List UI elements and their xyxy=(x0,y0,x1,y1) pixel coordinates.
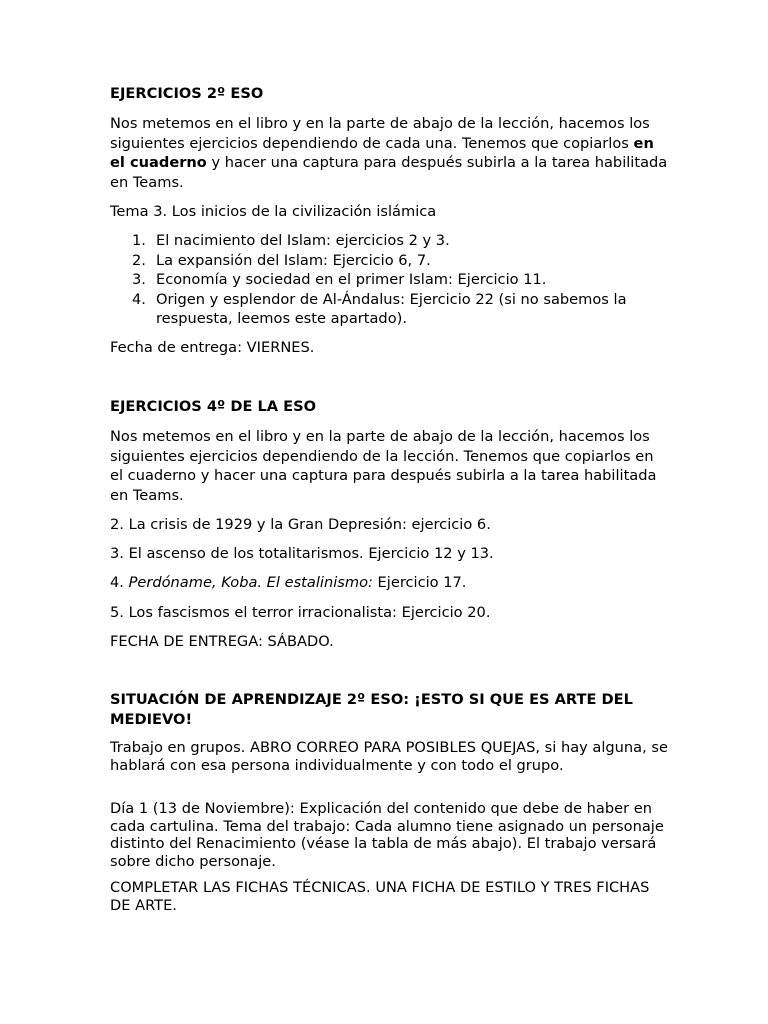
list-item-number: 4. xyxy=(132,290,146,308)
section-4eso-item-3: 3. El ascenso de los totalitarismos. Ejercicio 12 y 13. xyxy=(110,545,494,562)
section-situacion-paragraph-2: Día 1 (13 de Noviembre): Explicación del contenido que debe de haber en cada cartulina. Tema del trabajo: Cada alumno tiene asignado un personaje distinto del Renacimiento (véase la tabla de más abajo). El trabajo versará sobre dicho personaje. xyxy=(110,800,664,870)
section-4eso-intro: Nos metemos en el libro y en la parte de abajo de la lección, hacemos los siguientes ejercicios dependiendo de la lección. Tenemos que copiarlos en el cuaderno y hacer una captura para después subirla a la tarea habilitada en Teams. xyxy=(110,428,657,504)
section-4eso-deadline: FECHA DE ENTREGA: SÁBADO. xyxy=(110,633,334,650)
section-2eso-tema: Tema 3. Los inicios de la civilización islámica xyxy=(110,203,437,220)
list-item-number: 3. xyxy=(132,271,146,289)
list-item xyxy=(110,231,670,251)
list-item-text: La expansión del Islam: Ejercicio 6, 7. xyxy=(156,251,431,269)
section-situacion-paragraph-1: Trabajo en grupos. ABRO CORREO PARA POSIBLES QUEJAS, si hay alguna, se hablará con esa persona individualmente y con todo el grupo. xyxy=(110,739,668,774)
item-4-italic-title: Perdóname, Koba. El estalinismo: xyxy=(128,574,373,591)
section-2eso-intro xyxy=(110,114,670,192)
list-item-text: Economía y sociedad en el primer Islam: Ejercicio 11. xyxy=(156,271,547,289)
item-4-rest: Ejercicio 17. xyxy=(372,574,467,591)
list-item-number: 1. xyxy=(132,232,146,249)
section-2eso-intro-part2: y hacer una captura para después subirla a la tarea habilitada en Teams. xyxy=(110,154,668,191)
list-item xyxy=(110,251,670,271)
section-2eso-exercise-list xyxy=(110,231,670,329)
section-4eso-title: EJERCICIOS 4º DE LA ESO xyxy=(110,398,317,415)
section-4eso-item-4 xyxy=(110,573,670,593)
list-item xyxy=(110,270,670,290)
section-4eso-item-5: 5. Los fascismos el terror irracionalista: Ejercicio 20. xyxy=(110,604,491,621)
list-item-text: El nacimiento del Islam: ejercicios 2 y 3. xyxy=(156,232,450,249)
item-4-number: 4. xyxy=(110,574,129,591)
section-4eso-item-2: 2. La crisis de 1929 y la Gran Depresión: ejercicio 6. xyxy=(110,516,491,533)
section-2eso-intro-bold: en el cuaderno xyxy=(110,134,654,172)
section-situacion-title: SITUACIÓN DE APRENDIZAJE 2º ESO: ¡ESTO SI QUE ES ARTE DEL MEDIEVO! xyxy=(110,691,633,728)
list-item-text: Origen y esplendor de Al-Ándalus: Ejercicio 22 (si no sabemos la respuesta, leemos este apartado). xyxy=(156,290,627,328)
section-2eso-deadline: Fecha de entrega: VIERNES. xyxy=(110,339,315,356)
section-situacion-paragraph-3: COMPLETAR LAS FICHAS TÉCNICAS. UNA FICHA DE ESTILO Y TRES FICHAS DE ARTE. xyxy=(110,879,650,914)
list-item-number: 2. xyxy=(132,251,146,269)
section-2eso-title: EJERCICIOS 2º ESO xyxy=(110,85,264,102)
section-2eso-intro-part1: Nos metemos en el libro y en la parte de abajo de la lección, hacemos los siguientes ejercicios dependiendo de cada una. Tenemos que copiarlos xyxy=(110,115,650,152)
list-item xyxy=(110,290,670,329)
